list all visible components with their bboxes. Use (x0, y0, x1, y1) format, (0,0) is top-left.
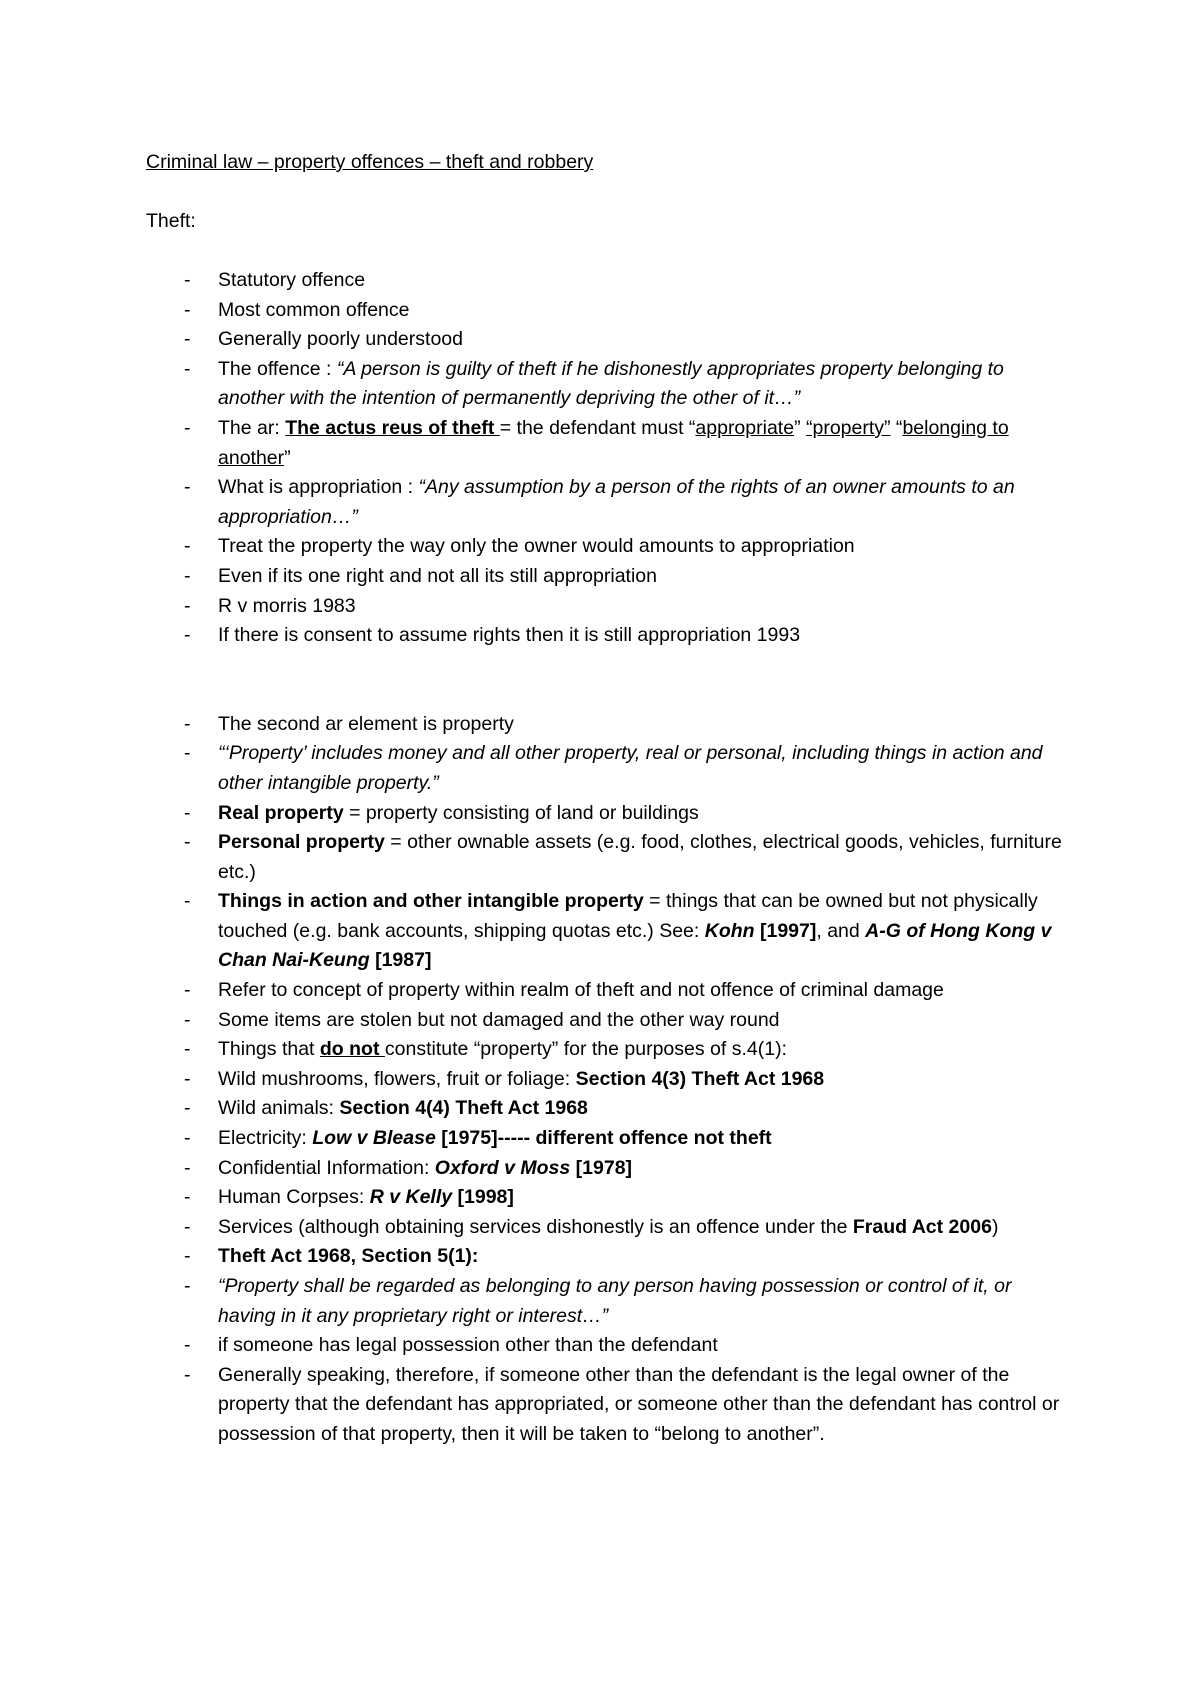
text-run: = property consisting of land or buildings (343, 801, 699, 824)
list-item (146, 592, 1066, 622)
text-run: Even if its one right and not all its still appropriation (218, 564, 657, 587)
bullet-dash: - (184, 1186, 191, 1209)
bullet-dash: - (184, 1245, 191, 1268)
text-run: = things that can be owned but not physically touched (e.g. bank accounts, shipping quotas etc.) See: (218, 890, 1038, 942)
list-item (146, 976, 1066, 1006)
text-run: Refer to concept of property within realm of theft and not offence of criminal damage (218, 979, 944, 1002)
text-run: “Property shall be regarded as belonging to any person having possession or control of it, or having in it any proprietary right or interest…” (218, 1275, 1012, 1327)
text-run: Oxford v Moss (434, 1156, 571, 1179)
text-run: Electricity: (218, 1127, 313, 1150)
bullet-dash: - (184, 979, 191, 1002)
bullet-dash: - (184, 831, 191, 854)
bullet-dash: - (184, 416, 191, 439)
text-run: [1998] (452, 1186, 514, 1209)
list-item (146, 1035, 1066, 1065)
bullet-dash: - (184, 594, 191, 617)
text-run: If there is consent to assume rights then it is still appropriation 1993 (218, 624, 801, 647)
list-item (146, 1272, 1066, 1331)
text-run: R v Kelly (369, 1186, 453, 1209)
text-run: What is appropriation : (218, 476, 419, 499)
text-run: Fraud Act 2006 (852, 1215, 992, 1238)
list-item (146, 1065, 1066, 1095)
text-run: appropriate (695, 416, 795, 439)
text-run: Wild mushrooms, flowers, fruit or foliage: (218, 1067, 576, 1090)
list-item (146, 799, 1066, 829)
text-run: Real property (218, 801, 344, 824)
text-run: Wild animals: (218, 1097, 340, 1120)
text-run: [1975]----- different offence not theft (435, 1127, 772, 1150)
text-run: The second ar element is property (218, 712, 514, 735)
bullet-dash: - (184, 1097, 191, 1120)
document-title: Criminal law – property offences – theft and robbery (146, 151, 594, 173)
text-run: constitute “property” for the purposes of s.4(1): (384, 1038, 787, 1061)
text-run: “Any assumption by a person of the rights of an owner amounts to an appropriation…” (218, 476, 1015, 528)
text-run: ” (794, 416, 806, 439)
document-page (146, 148, 1066, 1450)
list-item (146, 1331, 1066, 1361)
text-run: Theft Act 1968, Section 5(1): (218, 1245, 479, 1268)
section-heading-theft: Theft: (146, 210, 196, 232)
bullet-dash: - (184, 890, 191, 913)
text-run: Low v Blease (312, 1127, 436, 1150)
list-item (146, 532, 1066, 562)
bullet-dash: - (184, 269, 191, 291)
bullet-dash: - (184, 1156, 191, 1179)
text-run: Things that (218, 1038, 320, 1061)
list-item (146, 621, 1066, 651)
text-run: Some items are stolen but not damaged and the other way round (218, 1008, 780, 1031)
text-run: = the defendant must “ (499, 416, 696, 439)
text-run: R v morris 1983 (218, 594, 356, 617)
list-item (146, 355, 1066, 414)
bullet-dash: - (184, 298, 191, 321)
bullet-dash: - (184, 1334, 191, 1357)
text-run: [1978] (570, 1156, 633, 1179)
text-run: The actus reus of theft (285, 416, 500, 439)
list-item (146, 828, 1066, 887)
text-run: Things in action and other intangible property (218, 890, 644, 913)
bullet-list-part1 (146, 266, 1066, 651)
text-run: Kohn (704, 919, 755, 942)
bullet-dash: - (184, 712, 191, 735)
text-run: Confidential Information: (218, 1156, 435, 1179)
text-run: Personal property (218, 831, 385, 854)
text-run: Section 4(4) Theft Act 1968 (339, 1097, 588, 1120)
list-item (146, 414, 1066, 473)
bullet-dash: - (184, 1215, 191, 1238)
text-run: = other ownable assets (e.g. food, clothes, electrical goods, vehicles, furniture etc.) (218, 831, 1062, 883)
text-run: Section 4(3) Theft Act 1968 (575, 1067, 825, 1090)
bullet-dash: - (184, 1067, 191, 1090)
text-run: “‘Property’ includes money and all other property, real or personal, including things in action and other intangible property.” (218, 742, 1043, 794)
text-run: ” (284, 446, 291, 469)
text-run: , and (816, 919, 866, 942)
text-run: Treat the property the way only the owner would amounts to appropriation (218, 535, 855, 558)
bullet-dash: - (184, 801, 191, 824)
list-item (146, 296, 1066, 326)
list-item (146, 325, 1066, 355)
list-item (146, 562, 1066, 592)
bullet-list-part2 (146, 710, 1066, 1450)
list-item (146, 1183, 1066, 1213)
text-run: “property” (805, 416, 891, 439)
text-run: do not (319, 1038, 385, 1061)
list-item (146, 1154, 1066, 1184)
text-run: if someone has legal possession other than the defendant (218, 1334, 718, 1357)
bullet-dash: - (184, 328, 191, 351)
list-item (146, 1006, 1066, 1036)
list-item (146, 266, 1066, 296)
text-run: Services (although obtaining services dishonestly is an offence under the (218, 1215, 853, 1238)
bullet-dash: - (184, 742, 191, 765)
bullet-dash: - (184, 1038, 191, 1061)
list-item (146, 473, 1066, 532)
text-run: ) (991, 1215, 999, 1238)
text-run: Statutory offence (218, 269, 366, 291)
list-item (146, 1124, 1066, 1154)
text-run: belonging to another (218, 416, 1009, 469)
text-run: Generally poorly understood (218, 328, 463, 351)
text-run: Most common offence (218, 298, 410, 321)
bullet-dash: - (184, 357, 191, 380)
bullet-dash: - (184, 476, 191, 499)
bullet-dash: - (184, 535, 191, 558)
text-run: The offence : (218, 357, 337, 380)
list-item (146, 739, 1066, 798)
text-run: Generally speaking, therefore, if someone other than the defendant is the legal owner of the property that the defendant has appropriated, or someone other than the defendant has control or possession of that property, then it will be taken to “belong to another”. (218, 1363, 1060, 1445)
list-item (146, 1242, 1066, 1272)
text-run: Human Corpses: (218, 1186, 370, 1209)
bullet-dash: - (184, 1008, 191, 1031)
list-item (146, 710, 1066, 740)
text-run: [1987] (369, 949, 432, 972)
list-item (146, 1213, 1066, 1243)
text-run: “A person is guilty of theft if he dishonestly appropriates property belonging to another with the intention of permanently depriving the other of it…” (218, 357, 1004, 410)
bullet-dash: - (184, 624, 191, 647)
list-item (146, 1094, 1066, 1124)
text-run: A-G of Hong Kong v Chan Nai-Keung (218, 919, 1052, 972)
bullet-dash: - (184, 1363, 191, 1386)
text-run: [1997] (754, 919, 817, 942)
bullet-dash: - (184, 564, 191, 587)
text-run: “ (890, 416, 903, 439)
list-item (146, 887, 1066, 976)
text-run: The ar: (218, 416, 286, 439)
bullet-dash: - (184, 1275, 191, 1297)
bullet-dash: - (184, 1127, 191, 1150)
list-item (146, 1361, 1066, 1450)
